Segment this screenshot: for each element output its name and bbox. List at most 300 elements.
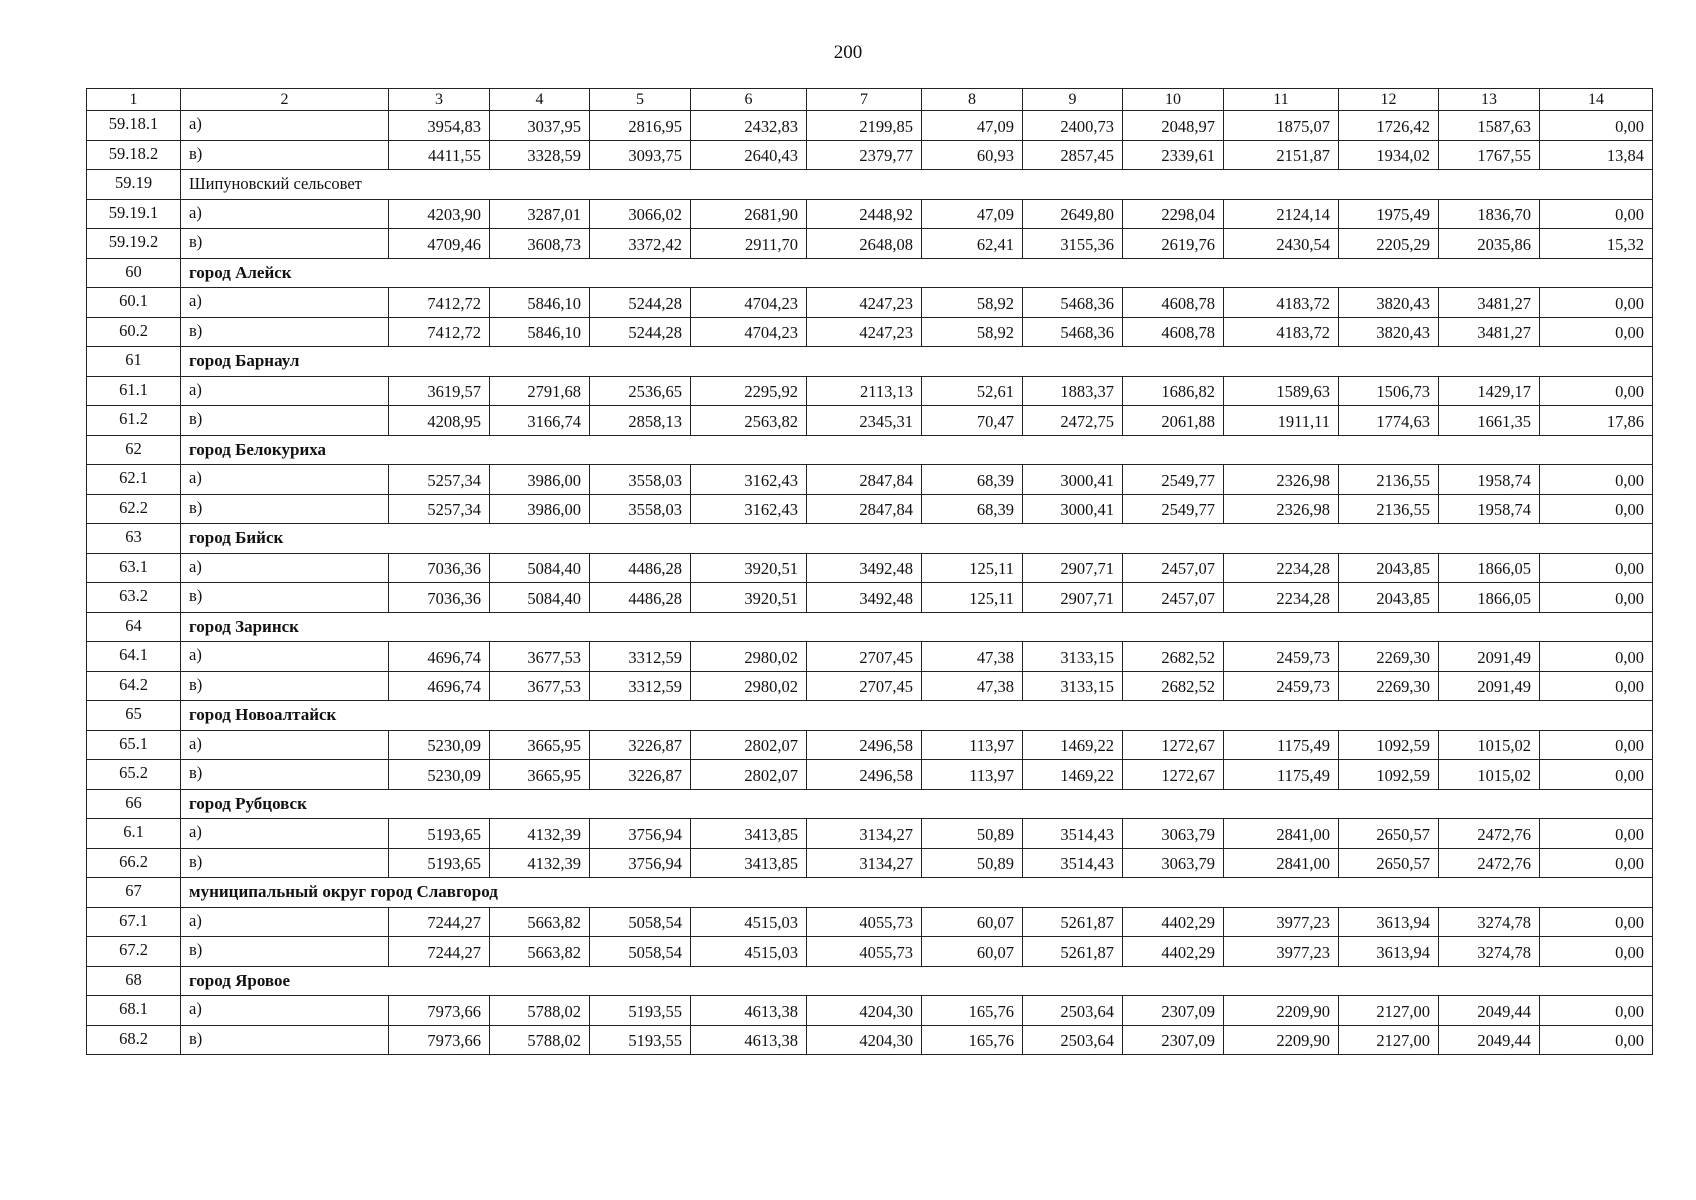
value-cell: 3155,36 <box>1023 229 1123 259</box>
section-title: Шипуновский сельсовет <box>181 170 1653 200</box>
value-cell: 4204,30 <box>807 996 922 1026</box>
row-code: 59.18.2 <box>87 140 181 170</box>
row-label: а) <box>181 288 389 318</box>
value-cell: 4132,39 <box>490 819 590 849</box>
section-row <box>87 966 1653 996</box>
value-cell: 3492,48 <box>807 583 922 613</box>
value-cell: 0,00 <box>1540 465 1653 495</box>
value-cell: 3920,51 <box>691 583 807 613</box>
value-cell: 2650,57 <box>1339 819 1439 849</box>
column-header: 13 <box>1439 89 1540 111</box>
value-cell: 1015,02 <box>1439 730 1540 760</box>
value-cell: 3677,53 <box>490 671 590 701</box>
value-cell: 4613,38 <box>691 996 807 1026</box>
value-cell: 2234,28 <box>1224 553 1339 583</box>
value-cell: 2430,54 <box>1224 229 1339 259</box>
row-code: 66.2 <box>87 848 181 878</box>
value-cell: 165,76 <box>922 996 1023 1026</box>
section-row <box>87 878 1653 908</box>
row-label: в) <box>181 317 389 347</box>
table-row <box>87 199 1653 229</box>
section-row <box>87 701 1653 731</box>
value-cell: 4613,38 <box>691 1025 807 1055</box>
row-code: 63.2 <box>87 583 181 613</box>
value-cell: 1726,42 <box>1339 111 1439 141</box>
table-row <box>87 760 1653 790</box>
table-row <box>87 583 1653 613</box>
value-cell: 2432,83 <box>691 111 807 141</box>
value-cell: 1883,37 <box>1023 376 1123 406</box>
value-cell: 70,47 <box>922 406 1023 436</box>
value-cell: 3166,74 <box>490 406 590 436</box>
row-label: в) <box>181 671 389 701</box>
value-cell: 1469,22 <box>1023 730 1123 760</box>
value-cell: 2707,45 <box>807 671 922 701</box>
value-cell: 2049,44 <box>1439 1025 1540 1055</box>
value-cell: 2269,30 <box>1339 642 1439 672</box>
row-label: в) <box>181 494 389 524</box>
value-cell: 5058,54 <box>590 937 691 967</box>
value-cell: 2136,55 <box>1339 494 1439 524</box>
section-row <box>87 612 1653 642</box>
value-cell: 165,76 <box>922 1025 1023 1055</box>
value-cell: 1836,70 <box>1439 199 1540 229</box>
value-cell: 3133,15 <box>1023 671 1123 701</box>
value-cell: 5193,65 <box>389 819 490 849</box>
value-cell: 0,00 <box>1540 937 1653 967</box>
value-cell: 3677,53 <box>490 642 590 672</box>
value-cell: 7412,72 <box>389 317 490 347</box>
row-code: 68 <box>87 966 181 996</box>
value-cell: 2459,73 <box>1224 642 1339 672</box>
table-row <box>87 671 1653 701</box>
value-cell: 0,00 <box>1540 848 1653 878</box>
value-cell: 3514,43 <box>1023 848 1123 878</box>
row-label: а) <box>181 996 389 1026</box>
value-cell: 1875,07 <box>1224 111 1339 141</box>
value-cell: 1175,49 <box>1224 760 1339 790</box>
value-cell: 3312,59 <box>590 642 691 672</box>
value-cell: 1589,63 <box>1224 376 1339 406</box>
value-cell: 1429,17 <box>1439 376 1540 406</box>
value-cell: 2234,28 <box>1224 583 1339 613</box>
row-label: а) <box>181 553 389 583</box>
value-cell: 62,41 <box>922 229 1023 259</box>
value-cell: 3514,43 <box>1023 819 1123 849</box>
value-cell: 47,38 <box>922 671 1023 701</box>
value-cell: 4132,39 <box>490 848 590 878</box>
value-cell: 4704,23 <box>691 317 807 347</box>
row-code: 67.2 <box>87 937 181 967</box>
value-cell: 4486,28 <box>590 553 691 583</box>
column-header: 4 <box>490 89 590 111</box>
value-cell: 0,00 <box>1540 199 1653 229</box>
value-cell: 7412,72 <box>389 288 490 318</box>
value-cell: 1958,74 <box>1439 494 1540 524</box>
value-cell: 5244,28 <box>590 317 691 347</box>
value-cell: 2841,00 <box>1224 819 1339 849</box>
table-row <box>87 376 1653 406</box>
row-label: в) <box>181 583 389 613</box>
row-label: а) <box>181 819 389 849</box>
value-cell: 5193,65 <box>389 848 490 878</box>
value-cell: 2847,84 <box>807 465 922 495</box>
row-code: 65.1 <box>87 730 181 760</box>
value-cell: 5257,34 <box>389 465 490 495</box>
value-cell: 4704,23 <box>691 288 807 318</box>
value-cell: 17,86 <box>1540 406 1653 436</box>
value-cell: 2400,73 <box>1023 111 1123 141</box>
value-cell: 5846,10 <box>490 288 590 318</box>
value-cell: 4247,23 <box>807 317 922 347</box>
value-cell: 4204,30 <box>807 1025 922 1055</box>
row-code: 63 <box>87 524 181 554</box>
value-cell: 3226,87 <box>590 730 691 760</box>
row-code: 64.1 <box>87 642 181 672</box>
value-cell: 3608,73 <box>490 229 590 259</box>
value-cell: 3093,75 <box>590 140 691 170</box>
value-cell: 3133,15 <box>1023 642 1123 672</box>
value-cell: 2151,87 <box>1224 140 1339 170</box>
row-label: в) <box>181 848 389 878</box>
value-cell: 2649,80 <box>1023 199 1123 229</box>
value-cell: 5084,40 <box>490 553 590 583</box>
row-code: 61.2 <box>87 406 181 436</box>
section-title: город Алейск <box>181 258 1653 288</box>
table-row <box>87 907 1653 937</box>
value-cell: 4055,73 <box>807 907 922 937</box>
column-header: 6 <box>691 89 807 111</box>
value-cell: 58,92 <box>922 317 1023 347</box>
value-cell: 1092,59 <box>1339 760 1439 790</box>
value-cell: 2459,73 <box>1224 671 1339 701</box>
value-cell: 4402,29 <box>1123 937 1224 967</box>
value-cell: 3665,95 <box>490 760 590 790</box>
section-row <box>87 524 1653 554</box>
row-code: 60.1 <box>87 288 181 318</box>
value-cell: 13,84 <box>1540 140 1653 170</box>
value-cell: 2127,00 <box>1339 996 1439 1026</box>
value-cell: 3481,27 <box>1439 317 1540 347</box>
value-cell: 2907,71 <box>1023 553 1123 583</box>
section-title: город Бийск <box>181 524 1653 554</box>
value-cell: 3287,01 <box>490 199 590 229</box>
value-cell: 2043,85 <box>1339 553 1439 583</box>
value-cell: 0,00 <box>1540 583 1653 613</box>
value-cell: 2496,58 <box>807 760 922 790</box>
row-code: 67 <box>87 878 181 908</box>
value-cell: 3413,85 <box>691 819 807 849</box>
row-code: 59.19.1 <box>87 199 181 229</box>
table-row <box>87 996 1653 1026</box>
value-cell: 1272,67 <box>1123 760 1224 790</box>
value-cell: 2448,92 <box>807 199 922 229</box>
row-label: в) <box>181 760 389 790</box>
table-row <box>87 1025 1653 1055</box>
value-cell: 2457,07 <box>1123 583 1224 613</box>
row-code: 60 <box>87 258 181 288</box>
value-cell: 47,38 <box>922 642 1023 672</box>
value-cell: 4696,74 <box>389 671 490 701</box>
value-cell: 3226,87 <box>590 760 691 790</box>
page-number: 200 <box>833 42 863 63</box>
value-cell: 1506,73 <box>1339 376 1439 406</box>
row-code: 62.2 <box>87 494 181 524</box>
row-code: 60.2 <box>87 317 181 347</box>
value-cell: 2379,77 <box>807 140 922 170</box>
value-cell: 68,39 <box>922 465 1023 495</box>
value-cell: 3063,79 <box>1123 848 1224 878</box>
value-cell: 1866,05 <box>1439 553 1540 583</box>
value-cell: 4608,78 <box>1123 288 1224 318</box>
value-cell: 5084,40 <box>490 583 590 613</box>
row-label: а) <box>181 907 389 937</box>
tariff-table <box>86 88 1653 1055</box>
row-label: в) <box>181 140 389 170</box>
section-title: город Заринск <box>181 612 1653 642</box>
value-cell: 2295,92 <box>691 376 807 406</box>
value-cell: 2209,90 <box>1224 1025 1339 1055</box>
value-cell: 113,97 <box>922 760 1023 790</box>
column-header: 7 <box>807 89 922 111</box>
table-row <box>87 642 1653 672</box>
value-cell: 2549,77 <box>1123 465 1224 495</box>
value-cell: 5663,82 <box>490 937 590 967</box>
row-code: 66 <box>87 789 181 819</box>
value-cell: 68,39 <box>922 494 1023 524</box>
section-title: город Барнаул <box>181 347 1653 377</box>
column-header: 9 <box>1023 89 1123 111</box>
section-row <box>87 435 1653 465</box>
value-cell: 5468,36 <box>1023 317 1123 347</box>
value-cell: 2457,07 <box>1123 553 1224 583</box>
value-cell: 0,00 <box>1540 671 1653 701</box>
value-cell: 3063,79 <box>1123 819 1224 849</box>
value-cell: 2980,02 <box>691 671 807 701</box>
value-cell: 3066,02 <box>590 199 691 229</box>
value-cell: 5058,54 <box>590 907 691 937</box>
value-cell: 2326,98 <box>1224 465 1339 495</box>
table-row <box>87 494 1653 524</box>
row-label: а) <box>181 199 389 229</box>
value-cell: 2113,13 <box>807 376 922 406</box>
section-title: город Белокуриха <box>181 435 1653 465</box>
row-code: 68.1 <box>87 996 181 1026</box>
value-cell: 4515,03 <box>691 937 807 967</box>
value-cell: 7244,27 <box>389 937 490 967</box>
row-code: 68.2 <box>87 1025 181 1055</box>
row-code: 64.2 <box>87 671 181 701</box>
value-cell: 2472,75 <box>1023 406 1123 436</box>
value-cell: 5193,55 <box>590 996 691 1026</box>
column-header: 2 <box>181 89 389 111</box>
value-cell: 2035,86 <box>1439 229 1540 259</box>
row-code: 59.19.2 <box>87 229 181 259</box>
value-cell: 3986,00 <box>490 465 590 495</box>
section-row <box>87 258 1653 288</box>
value-cell: 1175,49 <box>1224 730 1339 760</box>
row-code: 63.1 <box>87 553 181 583</box>
value-cell: 4208,95 <box>389 406 490 436</box>
section-title: город Новоалтайск <box>181 701 1653 731</box>
value-cell: 50,89 <box>922 819 1023 849</box>
column-header: 14 <box>1540 89 1653 111</box>
value-cell: 3977,23 <box>1224 937 1339 967</box>
value-cell: 0,00 <box>1540 111 1653 141</box>
value-cell: 3134,27 <box>807 819 922 849</box>
column-header: 1 <box>87 89 181 111</box>
value-cell: 3756,94 <box>590 819 691 849</box>
value-cell: 1015,02 <box>1439 760 1540 790</box>
value-cell: 60,07 <box>922 937 1023 967</box>
value-cell: 58,92 <box>922 288 1023 318</box>
value-cell: 2619,76 <box>1123 229 1224 259</box>
value-cell: 5261,87 <box>1023 937 1123 967</box>
table-row <box>87 937 1653 967</box>
value-cell: 2091,49 <box>1439 642 1540 672</box>
value-cell: 3558,03 <box>590 494 691 524</box>
value-cell: 0,00 <box>1540 642 1653 672</box>
value-cell: 5257,34 <box>389 494 490 524</box>
value-cell: 1911,11 <box>1224 406 1339 436</box>
value-cell: 3162,43 <box>691 494 807 524</box>
value-cell: 2298,04 <box>1123 199 1224 229</box>
value-cell: 3756,94 <box>590 848 691 878</box>
value-cell: 0,00 <box>1540 907 1653 937</box>
value-cell: 3328,59 <box>490 140 590 170</box>
table-row <box>87 111 1653 141</box>
value-cell: 4608,78 <box>1123 317 1224 347</box>
value-cell: 5261,87 <box>1023 907 1123 937</box>
value-cell: 1661,35 <box>1439 406 1540 436</box>
value-cell: 2307,09 <box>1123 1025 1224 1055</box>
value-cell: 1975,49 <box>1339 199 1439 229</box>
value-cell: 0,00 <box>1540 494 1653 524</box>
value-cell: 2503,64 <box>1023 996 1123 1026</box>
value-cell: 1092,59 <box>1339 730 1439 760</box>
value-cell: 52,61 <box>922 376 1023 406</box>
value-cell: 2857,45 <box>1023 140 1123 170</box>
value-cell: 2472,76 <box>1439 819 1540 849</box>
row-code: 59.19 <box>87 170 181 200</box>
column-header: 10 <box>1123 89 1224 111</box>
row-code: 65 <box>87 701 181 731</box>
value-cell: 2472,76 <box>1439 848 1540 878</box>
row-code: 64 <box>87 612 181 642</box>
value-cell: 2648,08 <box>807 229 922 259</box>
value-cell: 3977,23 <box>1224 907 1339 937</box>
value-cell: 2209,90 <box>1224 996 1339 1026</box>
value-cell: 2049,44 <box>1439 996 1540 1026</box>
row-code: 59.18.1 <box>87 111 181 141</box>
value-cell: 2816,95 <box>590 111 691 141</box>
value-cell: 7036,36 <box>389 553 490 583</box>
value-cell: 7973,66 <box>389 1025 490 1055</box>
value-cell: 1866,05 <box>1439 583 1540 613</box>
value-cell: 4183,72 <box>1224 288 1339 318</box>
value-cell: 2682,52 <box>1123 642 1224 672</box>
value-cell: 4696,74 <box>389 642 490 672</box>
value-cell: 2043,85 <box>1339 583 1439 613</box>
value-cell: 4411,55 <box>389 140 490 170</box>
row-code: 62.1 <box>87 465 181 495</box>
value-cell: 1934,02 <box>1339 140 1439 170</box>
table-row <box>87 553 1653 583</box>
value-cell: 2847,84 <box>807 494 922 524</box>
value-cell: 2136,55 <box>1339 465 1439 495</box>
value-cell: 0,00 <box>1540 760 1653 790</box>
column-header: 11 <box>1224 89 1339 111</box>
value-cell: 3372,42 <box>590 229 691 259</box>
table-row <box>87 288 1653 318</box>
value-cell: 3619,57 <box>389 376 490 406</box>
value-cell: 0,00 <box>1540 317 1653 347</box>
table-row <box>87 848 1653 878</box>
value-cell: 1774,63 <box>1339 406 1439 436</box>
value-cell: 15,32 <box>1540 229 1653 259</box>
column-header: 5 <box>590 89 691 111</box>
value-cell: 3492,48 <box>807 553 922 583</box>
table-row <box>87 730 1653 760</box>
value-cell: 0,00 <box>1540 553 1653 583</box>
value-cell: 2650,57 <box>1339 848 1439 878</box>
table-row <box>87 317 1653 347</box>
value-cell: 4183,72 <box>1224 317 1339 347</box>
value-cell: 2345,31 <box>807 406 922 436</box>
value-cell: 5230,09 <box>389 760 490 790</box>
value-cell: 113,97 <box>922 730 1023 760</box>
value-cell: 2802,07 <box>691 730 807 760</box>
value-cell: 5788,02 <box>490 1025 590 1055</box>
row-label: а) <box>181 730 389 760</box>
value-cell: 2682,52 <box>1123 671 1224 701</box>
value-cell: 3000,41 <box>1023 494 1123 524</box>
row-code: 65.2 <box>87 760 181 790</box>
section-title: город Рубцовск <box>181 789 1653 819</box>
column-header: 3 <box>389 89 490 111</box>
value-cell: 2911,70 <box>691 229 807 259</box>
value-cell: 2707,45 <box>807 642 922 672</box>
value-cell: 0,00 <box>1540 996 1653 1026</box>
value-cell: 7036,36 <box>389 583 490 613</box>
section-title: город Яровое <box>181 966 1653 996</box>
table-row <box>87 229 1653 259</box>
value-cell: 2061,88 <box>1123 406 1224 436</box>
value-cell: 2549,77 <box>1123 494 1224 524</box>
value-cell: 3413,85 <box>691 848 807 878</box>
section-title: муниципальный округ город Славгород <box>181 878 1653 908</box>
value-cell: 2681,90 <box>691 199 807 229</box>
value-cell: 3312,59 <box>590 671 691 701</box>
table-row <box>87 140 1653 170</box>
row-label: в) <box>181 229 389 259</box>
value-cell: 5193,55 <box>590 1025 691 1055</box>
value-cell: 4402,29 <box>1123 907 1224 937</box>
value-cell: 5788,02 <box>490 996 590 1026</box>
value-cell: 47,09 <box>922 199 1023 229</box>
column-header: 8 <box>922 89 1023 111</box>
table-row <box>87 819 1653 849</box>
value-cell: 125,11 <box>922 583 1023 613</box>
value-cell: 0,00 <box>1540 1025 1653 1055</box>
row-code: 61 <box>87 347 181 377</box>
value-cell: 1958,74 <box>1439 465 1540 495</box>
row-label: а) <box>181 376 389 406</box>
value-cell: 5244,28 <box>590 288 691 318</box>
row-code: 61.1 <box>87 376 181 406</box>
row-label: а) <box>181 642 389 672</box>
value-cell: 5663,82 <box>490 907 590 937</box>
